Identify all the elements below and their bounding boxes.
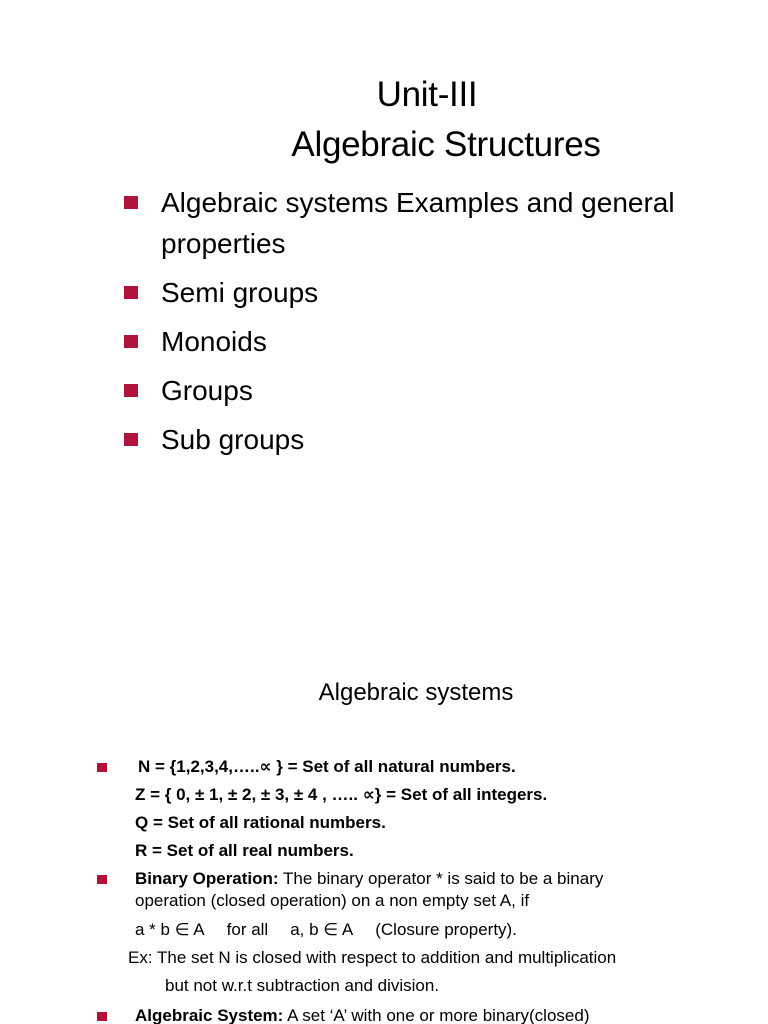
algebraic-system-line — [97, 1002, 747, 1024]
example-line1: Ex: The set N is closed with respect to addition and multiplication — [128, 948, 617, 967]
slide2-body — [97, 753, 747, 1024]
slide1-title-line2: Algebraic Structures — [291, 125, 601, 164]
slide2-title: Algebraic systems — [318, 679, 514, 706]
algebraic-system-label: Algebraic System: — [135, 1006, 284, 1024]
binary-operation-line — [97, 868, 747, 890]
bullet-text: Semi groups — [161, 277, 319, 308]
bullet-text: Monoids — [161, 326, 267, 357]
bullet-text: Algebraic systems Examples and general — [161, 187, 675, 218]
algebraic-system-text: A set ‘A’ with one or more binary(closed) — [283, 1006, 590, 1024]
square-bullet-icon — [124, 384, 138, 397]
reals-line: R = Set of all real numbers. — [135, 841, 354, 860]
square-bullet-icon — [97, 875, 107, 884]
bullet-text: Groups — [161, 375, 253, 406]
square-bullet-icon — [97, 1012, 107, 1021]
rationals-line: Q = Set of all rational numbers. — [135, 813, 386, 832]
square-bullet-icon — [124, 335, 138, 348]
slide1-title-line1: Unit-III — [376, 75, 478, 114]
natural-numbers-line: N = {1,2,3,4,…..∝ } = Set of all natural numbers. — [97, 753, 747, 781]
bullet-item — [124, 419, 724, 460]
binary-operation-text: The binary operator * is said to be a binary — [278, 869, 604, 888]
bullet-item — [124, 272, 724, 313]
binary-operation-label: Binary Operation: — [135, 869, 279, 888]
example-line2: but not w.r.t subtraction and division. — [165, 976, 440, 995]
square-bullet-icon — [124, 286, 138, 299]
bullet-text: Sub groups — [161, 424, 305, 455]
square-bullet-icon — [124, 196, 138, 209]
bullet-item — [124, 370, 724, 411]
square-bullet-icon — [124, 433, 138, 446]
integers-line: Z = { 0, ± 1, ± 2, ± 3, ± 4 , ….. ∝} = Set of all integers. — [135, 785, 548, 804]
bullet-text: properties — [161, 228, 286, 259]
square-bullet-icon — [97, 763, 107, 772]
bullet-item — [124, 321, 724, 362]
bullet-item — [124, 182, 724, 223]
closure-property-line: a * b ∈ A for all a, b ∈ A (Closure property). — [135, 920, 517, 939]
bullet-item-continuation — [124, 223, 724, 264]
binary-operation-line2: operation (closed operation) on a non empty set A, if — [135, 891, 530, 910]
slide1-bullet-list — [124, 182, 724, 468]
